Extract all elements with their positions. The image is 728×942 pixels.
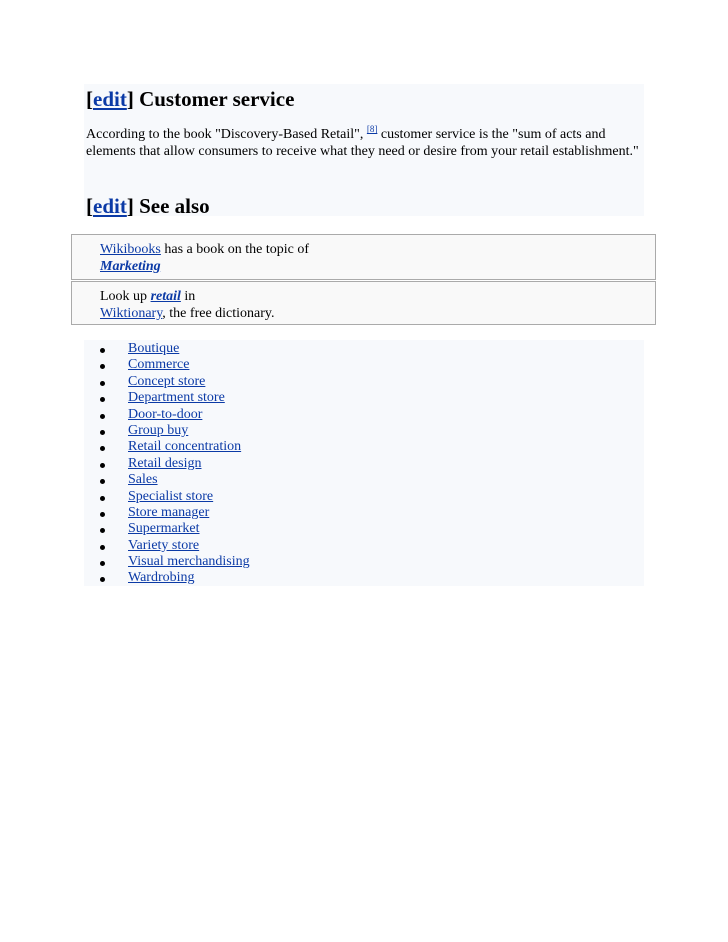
- list-item: [96, 407, 250, 423]
- paragraph-text-after: customer service is the "sum of acts and elements that allow consumers to receive what they need or desire from your retail establishment.": [86, 127, 639, 159]
- wiktionary-text: [100, 288, 275, 322]
- section-heading-see-also: [86, 194, 210, 218]
- customer-service-paragraph: [86, 126, 646, 160]
- section-title: See also: [139, 194, 210, 218]
- bullet-icon: [100, 348, 105, 353]
- list-item-link[interactable]: Sales: [128, 472, 158, 488]
- bullet-icon: [100, 577, 105, 582]
- list-item: [96, 357, 250, 373]
- list-item-link[interactable]: Variety store: [128, 537, 200, 553]
- section-heading-customer-service: [86, 87, 294, 111]
- edit-link[interactable]: edit: [93, 87, 127, 111]
- list-item: [96, 538, 250, 554]
- bullet-icon: [100, 561, 105, 566]
- bracket-open: [: [86, 87, 93, 111]
- list-item: [96, 472, 250, 488]
- list-item: [96, 489, 250, 505]
- list-item: [96, 374, 250, 390]
- bullet-icon: [100, 414, 105, 419]
- list-item-link[interactable]: Visual merchandising: [128, 554, 250, 570]
- list-item: [96, 439, 250, 455]
- list-item: [96, 341, 250, 357]
- list-item: [96, 570, 250, 586]
- wiktionary-tail: , the free dictionary.: [162, 306, 275, 321]
- list-item: [96, 423, 250, 439]
- list-item-link[interactable]: Store manager: [128, 504, 210, 520]
- bracket-open: [: [86, 194, 93, 218]
- bracket-close: ]: [126, 194, 134, 218]
- list-item: [96, 521, 250, 537]
- see-also-list: [96, 341, 250, 587]
- section-title: Customer service: [139, 87, 295, 111]
- list-item-link[interactable]: Concept store: [128, 373, 206, 389]
- bracket-close: ]: [126, 87, 134, 111]
- list-item-link[interactable]: Commerce: [128, 357, 190, 373]
- wikibooks-link[interactable]: Wikibooks: [100, 242, 161, 257]
- list-item: [96, 554, 250, 570]
- list-item-link[interactable]: Supermarket: [128, 521, 200, 537]
- bullet-icon: [100, 479, 105, 484]
- bullet-icon: [100, 545, 105, 550]
- list-item-link[interactable]: Department store: [128, 390, 225, 406]
- bullet-icon: [100, 430, 105, 435]
- wikibooks-text: [100, 241, 309, 275]
- wiktionary-link[interactable]: Wiktionary: [100, 306, 163, 321]
- list-item: [96, 390, 250, 406]
- list-item-link[interactable]: Door-to-door: [128, 406, 203, 422]
- list-item: [96, 505, 250, 521]
- edit-link[interactable]: edit: [93, 194, 127, 218]
- retail-term-link[interactable]: retail: [150, 289, 181, 304]
- wikibooks-description: has a book on the topic of: [160, 242, 310, 257]
- list-item: [96, 456, 250, 472]
- lookup-suffix: in: [180, 289, 196, 304]
- bullet-icon: [100, 364, 105, 369]
- marketing-topic-link[interactable]: Marketing: [100, 259, 161, 274]
- list-item-link[interactable]: Specialist store: [128, 488, 214, 504]
- bullet-icon: [100, 528, 105, 533]
- bullet-icon: [100, 397, 105, 402]
- wiktionary-box: [71, 281, 656, 325]
- bullet-icon: [100, 446, 105, 451]
- list-item-link[interactable]: Group buy: [128, 422, 189, 438]
- list-item-link[interactable]: Wardrobing: [128, 570, 195, 586]
- list-item-link[interactable]: Retail concentration: [128, 439, 242, 455]
- bullet-icon: [100, 496, 105, 501]
- bullet-icon: [100, 512, 105, 517]
- list-item-link[interactable]: Boutique: [128, 341, 180, 356]
- wikibooks-box: [71, 234, 656, 280]
- lookup-prefix: Look up: [100, 289, 151, 304]
- list-item-link[interactable]: Retail design: [128, 455, 202, 471]
- reference-link[interactable]: [8]: [366, 124, 378, 134]
- paragraph-text-before: According to the book "Discovery-Based Retail",: [86, 127, 367, 142]
- bullet-icon: [100, 381, 105, 386]
- bullet-icon: [100, 463, 105, 468]
